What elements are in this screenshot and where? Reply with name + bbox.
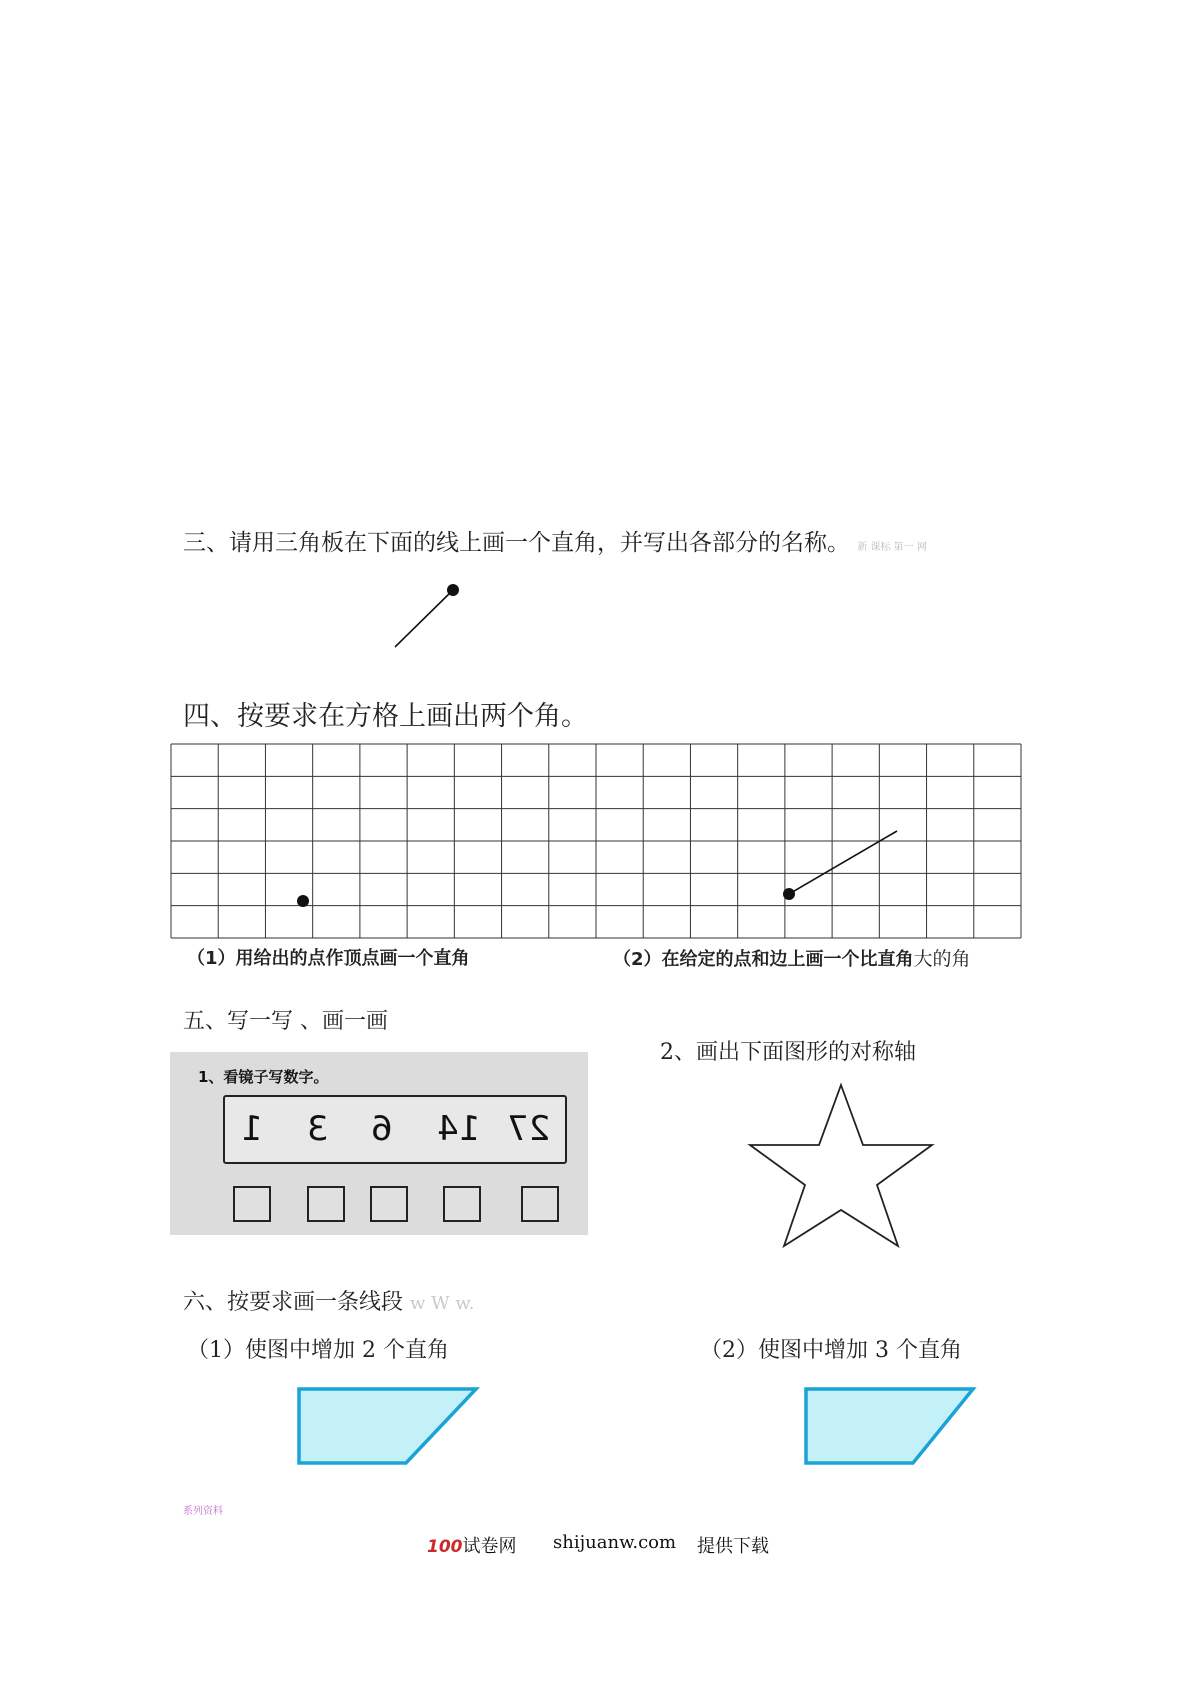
section4-caption-2: （2）在给定的点和边上画一个比直角大的角 — [613, 948, 971, 970]
answer-box[interactable] — [370, 1186, 408, 1222]
given-side-line — [789, 831, 897, 894]
section6-title: 六、按要求画一条线段 w W w. — [183, 1290, 475, 1315]
footer-slogan: 提供下载 — [697, 1536, 769, 1557]
mirror-exercise-title: 1、看镜子写数字。 — [198, 1068, 329, 1086]
section6-sub-1: （1）使图中增加 2 个直角 — [187, 1338, 449, 1363]
mirror-number: 3 — [307, 1109, 329, 1149]
trapezoid-shape — [806, 1389, 973, 1463]
mirror-frame — [223, 1095, 567, 1164]
side-note: 系列资料 — [183, 1506, 223, 1517]
vertex-dot-2 — [783, 888, 795, 900]
brand-name: 试卷网 — [462, 1536, 517, 1557]
section5-title: 五、写一写 、画一画 — [183, 1009, 388, 1034]
answer-box[interactable] — [443, 1186, 481, 1222]
section6-sub-2: （2）使图中增加 3 个直角 — [700, 1338, 962, 1363]
trapezoid-figure-1 — [296, 1385, 482, 1467]
section6-watermark: w W w. — [410, 1293, 475, 1314]
footer-brand — [427, 1532, 517, 1558]
section3-watermark: 新 课标 第一 网 — [857, 542, 927, 553]
brand-logo: 100 — [427, 1537, 463, 1557]
answer-box[interactable] — [233, 1186, 271, 1222]
answer-box[interactable] — [307, 1186, 345, 1222]
ray-endpoint-dot — [447, 584, 459, 596]
section3-ray — [390, 582, 460, 652]
square-grid — [170, 743, 1022, 939]
trapezoid-figure-2 — [803, 1385, 979, 1467]
section4-caption-1: （1）用给出的点作顶点画一个直角 — [187, 948, 470, 969]
star-shape — [750, 1085, 932, 1246]
section5-part2-title: 2、画出下面图形的对称轴 — [660, 1040, 916, 1065]
section4-title: 四、按要求在方格上画出两个角。 — [183, 701, 588, 732]
mirror-number: 6 — [371, 1109, 393, 1149]
mirror-number: 1 — [241, 1109, 263, 1149]
mirror-number: 14 — [437, 1109, 481, 1149]
footer-domain[interactable]: shijuanw.com — [553, 1532, 677, 1553]
vertex-dot-1 — [297, 895, 309, 907]
mirror-number: 27 — [507, 1109, 551, 1149]
section3-title: 三、请用三角板在下面的线上画一个直角，并写出各部分的名称。 新 课标 第一 网 — [183, 530, 927, 556]
trapezoid-shape — [299, 1389, 476, 1463]
mirror-exercise-image — [170, 1052, 588, 1235]
ray-line — [395, 590, 453, 647]
star-figure — [745, 1080, 935, 1250]
answer-box[interactable] — [521, 1186, 559, 1222]
